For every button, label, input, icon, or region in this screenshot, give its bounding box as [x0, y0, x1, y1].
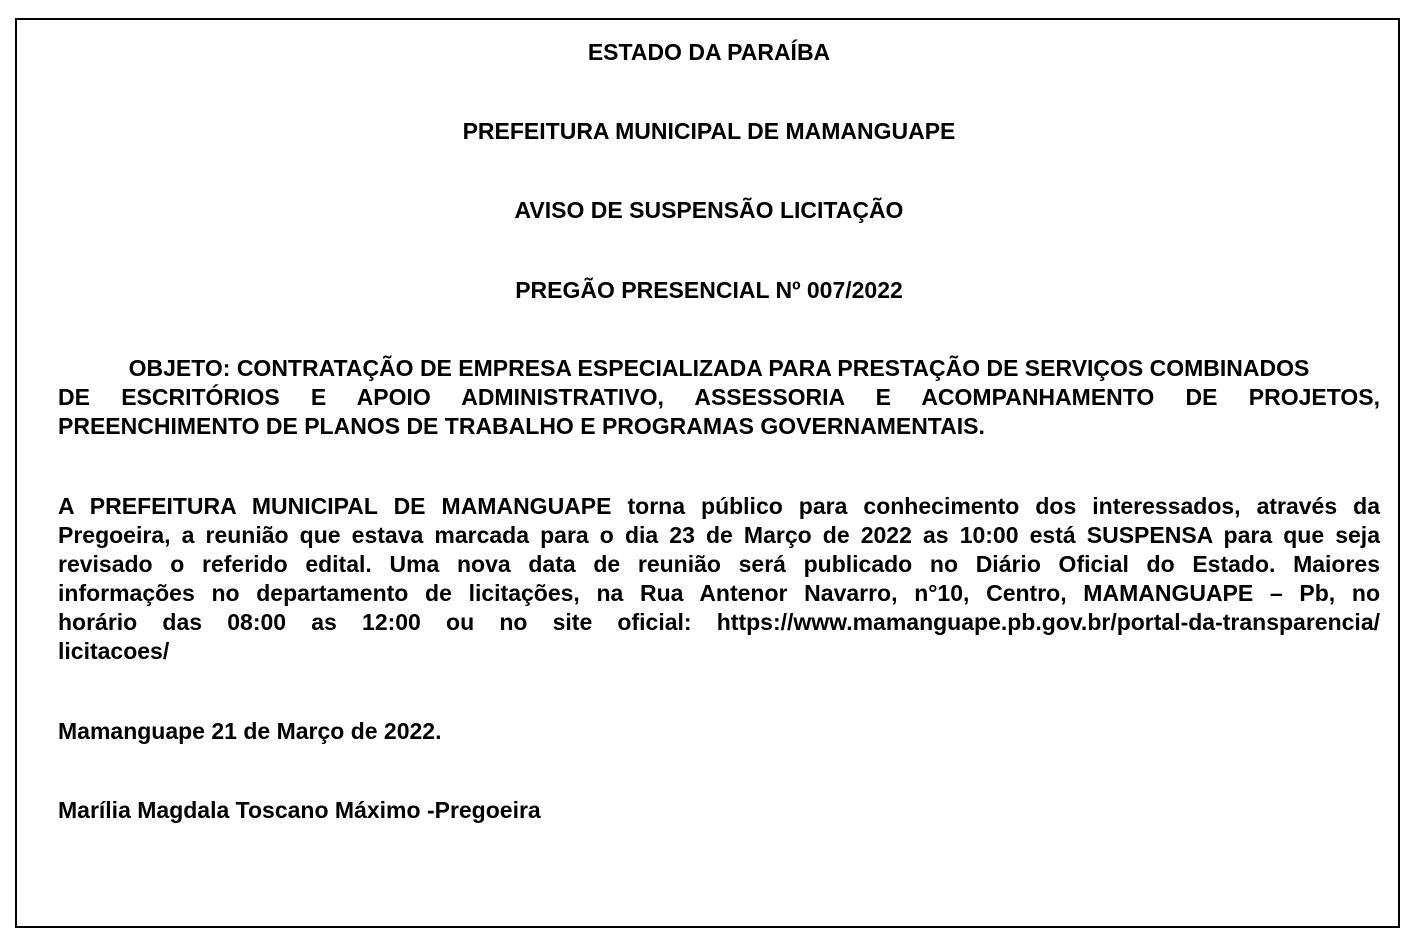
notice-title: AVISO DE SUSPENSÃO LICITAÇÃO	[514, 197, 904, 223]
signature-line: Marília Magdala Toscano Máximo -Pregoeira	[58, 797, 541, 823]
process-number: PREGÃO PRESENCIAL Nº 007/2022	[515, 277, 903, 303]
body-line: horário das 08:00 as 12:00 ou no site oficial: https://www.mamanguape.pb.gov.br/portal-da-transparencia/	[58, 609, 1380, 635]
state-heading: ESTADO DA PARAÍBA	[587, 39, 831, 65]
date-line: Mamanguape 21 de Março de 2022.	[58, 718, 442, 744]
notice-body-paragraph	[58, 492, 1380, 666]
notice-border	[15, 18, 1400, 928]
objeto-line: DE ESCRITÓRIOS E APOIO ADMINISTRATIVO, ASSESSORIA E ACOMPANHAMENTO DE PROJETOS,	[58, 384, 1380, 410]
body-line: Pregoeira, a reunião que estava marcada para o dia 23 de Março de 2022 as 10:00 está SUSPENSA para que seja	[58, 522, 1380, 548]
objeto-line: PREENCHIMENTO DE PLANOS DE TRABALHO E PROGRAMAS GOVERNAMENTAIS.	[58, 413, 985, 439]
municipality-heading: PREFEITURA MUNICIPAL DE MAMANGUAPE	[462, 118, 956, 144]
objeto-line: OBJETO: CONTRATAÇÃO DE EMPRESA ESPECIALIZADA PARA PRESTAÇÃO DE SERVIÇOS COMBINADOS	[128, 355, 1310, 381]
body-line: revisado o referido edital. Uma nova data de reunião será publicado no Diário Oficial do Estado. Maiores	[58, 551, 1380, 577]
body-line: informações no departamento de licitações, na Rua Antenor Navarro, n°10, Centro, MAMANGUAPE – Pb, no	[58, 580, 1380, 606]
body-line: A PREFEITURA MUNICIPAL DE MAMANGUAPE torna público para conhecimento dos interessados, através da	[58, 493, 1380, 519]
objeto-paragraph	[58, 354, 1380, 441]
body-line: licitacoes/	[58, 638, 170, 664]
